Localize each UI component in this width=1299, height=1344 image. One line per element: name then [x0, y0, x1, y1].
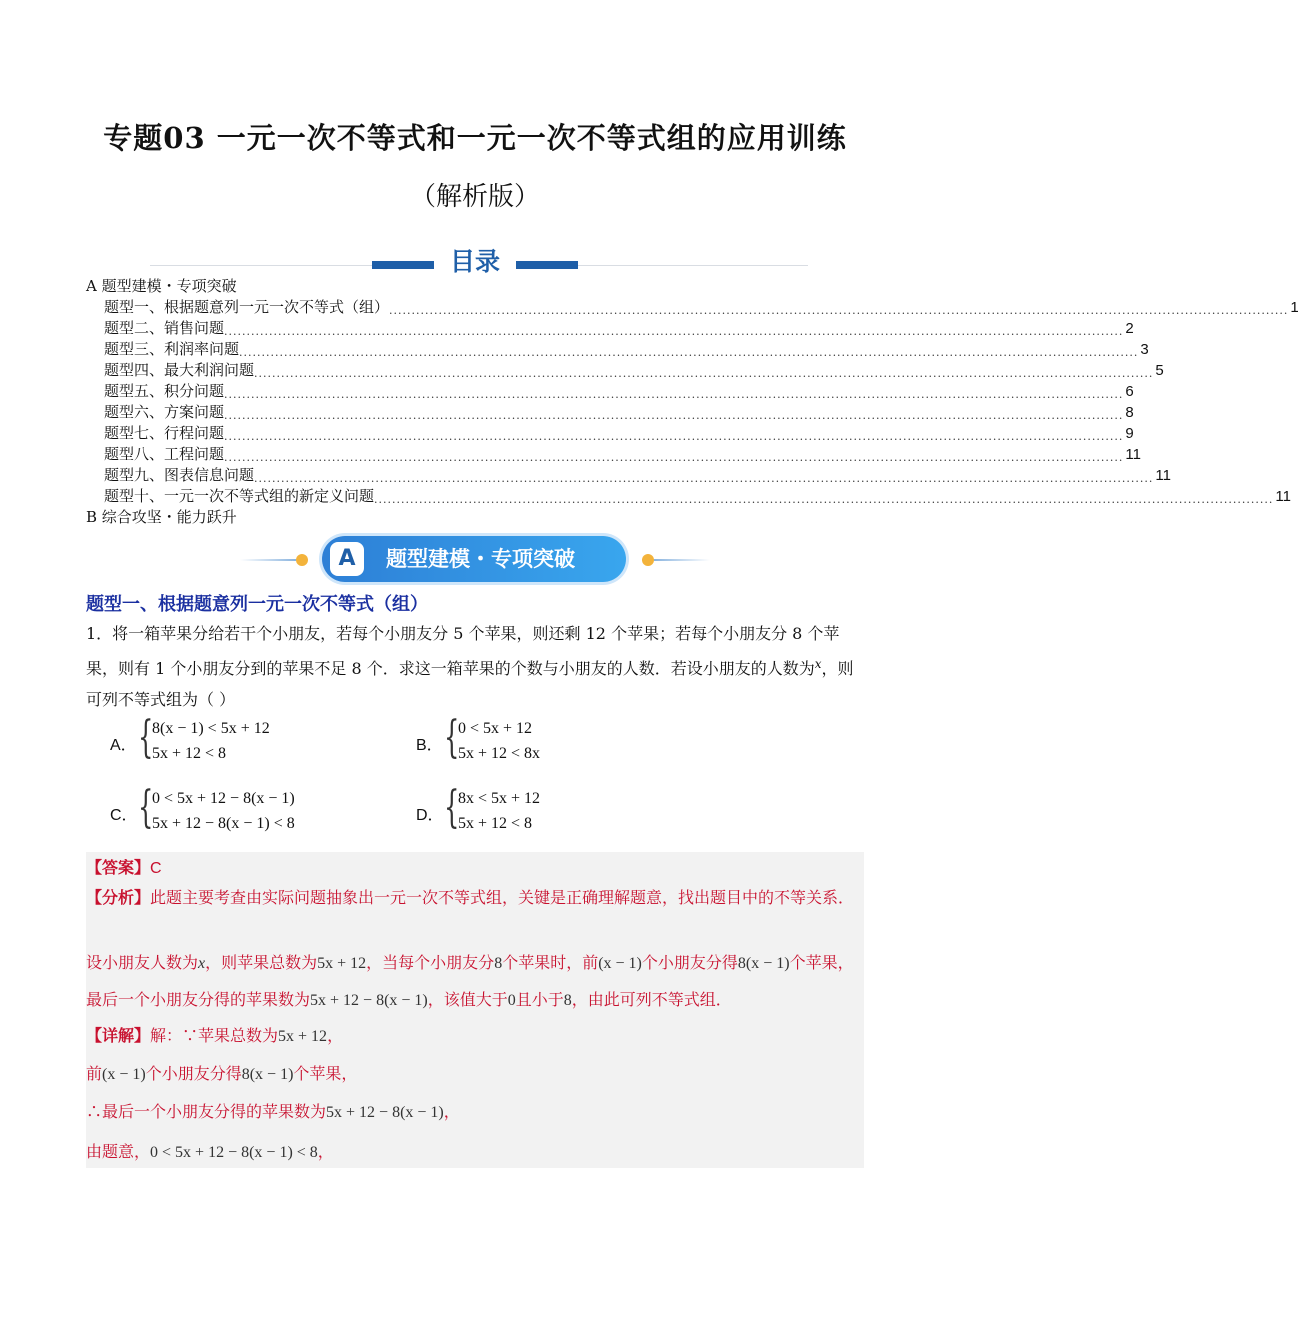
text-run: ，则苹果总数为	[205, 953, 318, 972]
section-banner	[0, 536, 950, 582]
inequality-system	[444, 782, 541, 836]
toc-section-a[interactable]: A 题型建模・专项突破	[86, 277, 237, 295]
inequality-line-1: 0 < 5x + 12 − 8(x − 1)	[152, 790, 295, 807]
toc-item[interactable]	[86, 444, 1141, 465]
text-run: ，当每个小朋友分	[366, 953, 495, 972]
toc-item-title: 题型四、最大利润问题	[104, 361, 255, 379]
toc-item-title: 题型六、方案问题	[104, 403, 225, 421]
analysis-paragraph	[86, 945, 864, 1019]
toc-leader: ........................................................................................................................................................................................................	[254, 367, 1154, 380]
toc-leader: ........................................................................................................................................................................................................	[374, 493, 1274, 506]
question-type-heading: 题型一、根据题意列一元一次不等式（组）	[86, 594, 428, 615]
math-run: 5x + 12	[278, 1028, 328, 1045]
toc-item[interactable]	[86, 360, 1164, 381]
text-run: ，该值大于	[427, 990, 508, 1009]
math-run: 8(x − 1)	[241, 1066, 294, 1083]
toc-item-page: 1	[1290, 299, 1299, 316]
math-run: 5x + 12 − 8(x − 1)	[326, 1104, 444, 1121]
toc-item-page: 3	[1140, 341, 1149, 358]
toc-item-title: 题型八、工程问题	[104, 445, 225, 463]
toc-item-title: 题型二、销售问题	[104, 319, 225, 337]
toc-leader: ........................................................................................................................................................................................................	[224, 409, 1124, 422]
inequality-system	[138, 782, 295, 836]
question-variable: x	[814, 657, 822, 671]
inequality-line-2: 5x + 12 < 8x	[458, 745, 541, 762]
inequality-system	[444, 712, 541, 766]
detail-key: 【详解】	[86, 1026, 151, 1045]
toc-leader: ........................................................................................................................................................................................................	[224, 388, 1124, 401]
brace-icon: {	[138, 712, 154, 763]
banner-dot-left	[296, 554, 308, 566]
toc-item-page: 6	[1125, 383, 1134, 400]
text-run: ，	[317, 1142, 334, 1161]
banner-dot-right	[642, 554, 654, 566]
text-run: 由题意，	[86, 1142, 151, 1161]
banner-pill	[322, 536, 626, 582]
banner-letter: A	[330, 542, 364, 576]
math-run: (x − 1)	[598, 955, 642, 972]
option-label: A．	[110, 737, 137, 754]
text-run: ，	[327, 1026, 344, 1045]
option-label: D．	[416, 807, 444, 824]
toc-item-page: 11	[1155, 467, 1171, 484]
toc-leader: ........................................................................................................................................................................................................	[224, 430, 1124, 443]
toc-header-bar-left	[372, 261, 434, 269]
text-run: 前	[86, 1064, 103, 1083]
option-a[interactable]	[110, 712, 410, 772]
text-run: 个苹果时，前	[502, 953, 599, 972]
option-b[interactable]	[416, 712, 716, 772]
answer-line	[86, 852, 864, 884]
toc-leader: ........................................................................................................................................................................................................	[224, 325, 1124, 338]
toc-item[interactable]	[86, 381, 1134, 402]
inequality-line-1: 0 < 5x + 12	[458, 720, 533, 737]
text-run: ，	[443, 1102, 460, 1121]
text-run: 个小朋友分得	[641, 953, 738, 972]
text-run: 解：∵苹果总数为	[150, 1026, 279, 1045]
banner-line-left	[240, 559, 296, 561]
math-var: x	[198, 955, 206, 972]
text-run: 且小于	[515, 990, 564, 1009]
toc-item[interactable]	[86, 486, 1291, 507]
inequality-line-2: 5x + 12 < 8	[458, 815, 533, 832]
toc-leader: ........................................................................................................................................................................................................	[254, 472, 1154, 485]
math-run: 8	[563, 992, 572, 1009]
toc-item-title: 题型九、图表信息问题	[104, 466, 255, 484]
text-run: 个苹果，最后一个小朋友分得的苹果数为	[86, 953, 854, 1009]
math-run: 8(x − 1)	[737, 955, 790, 972]
math-run: 0	[507, 992, 516, 1009]
math-run: 8	[494, 955, 503, 972]
toc-header-rule-right	[578, 265, 808, 266]
text-run: 个苹果，	[293, 1064, 358, 1083]
toc-item[interactable]	[86, 339, 1149, 360]
toc-item-title: 题型十、一元一次不等式组的新定义问题	[104, 487, 375, 505]
detail-line-2	[86, 1058, 864, 1090]
inequality-line-2: 5x + 12 < 8	[152, 745, 227, 762]
toc-item-page: 2	[1125, 320, 1134, 337]
toc-item-page: 11	[1275, 488, 1291, 505]
question-text	[86, 618, 866, 715]
answer-key: 【答案】	[86, 858, 151, 877]
brace-icon: {	[138, 782, 154, 833]
inequality-line-1: 8(x − 1) < 5x + 12	[152, 720, 270, 737]
toc-item[interactable]	[86, 423, 1134, 444]
question-ending: ，则可列不等式组为（ ）	[86, 659, 854, 709]
text-run: 设小朋友人数为	[86, 953, 199, 972]
toc-item[interactable]	[86, 402, 1134, 423]
math-run: 5x + 12 − 8(x − 1)	[310, 992, 428, 1009]
toc-item-page: 9	[1125, 425, 1134, 442]
inequality-line-2: 5x + 12 − 8(x − 1) < 8	[152, 815, 295, 832]
option-label: C．	[110, 807, 138, 824]
answer-value: C	[150, 860, 162, 877]
toc-leader: ........................................................................................................................................................................................................	[224, 451, 1124, 464]
table-of-contents	[86, 276, 1299, 528]
inequality-line-1: 8x < 5x + 12	[458, 790, 541, 807]
toc-item[interactable]	[86, 297, 1299, 318]
toc-item-title: 题型七、行程问题	[104, 424, 225, 442]
toc-item[interactable]	[86, 465, 1171, 486]
brace-icon: {	[444, 782, 460, 833]
brace-icon: {	[444, 712, 460, 763]
toc-item[interactable]	[86, 318, 1134, 339]
page-title: 专题03 一元一次不等式和一元一次不等式组的应用训练	[103, 121, 847, 155]
detail-line-4	[86, 1136, 864, 1168]
toc-item-page: 5	[1155, 362, 1164, 379]
toc-item-title: 题型五、积分问题	[104, 382, 225, 400]
detail-line-3	[86, 1096, 864, 1128]
inequality-system	[138, 712, 270, 766]
toc-leader: ........................................................................................................................................................................................................	[239, 346, 1139, 359]
math-run: 5x + 12	[317, 955, 367, 972]
analysis-text: 此题主要考查由实际问题抽象出一元一次不等式组，关键是正确理解题意，找出题目中的不等关系．	[150, 888, 855, 907]
banner-line-right	[654, 559, 710, 561]
page-subtitle: （解析版）	[409, 182, 540, 212]
analysis-key: 【分析】	[86, 888, 151, 907]
math-run: 0 < 5x + 12 − 8(x − 1) < 8	[150, 1144, 318, 1161]
text-run: ∴最后一个小朋友分得的苹果数为	[86, 1102, 327, 1121]
math-run: (x − 1)	[102, 1066, 146, 1083]
text-run: 个小朋友分得	[145, 1064, 242, 1083]
toc-leader: ........................................................................................................................................................................................................	[389, 304, 1289, 317]
question-body: 1．将一箱苹果分给若干个小朋友，若每个小朋友分 5 个苹果，则还剩 12 个苹果；若每个小朋友分 8 个苹果，则有 1 个小朋友分到的苹果不足 8 个．求这一箱苹果的个数与小朋友的人数．若设小朋友的人数为	[86, 624, 840, 678]
toc-label: 目录	[449, 247, 500, 276]
option-label: B．	[416, 737, 443, 754]
toc-item-page: 11	[1125, 446, 1141, 463]
text-run: ，由此可列不等式组．	[571, 990, 732, 1009]
analysis-line	[86, 882, 864, 913]
toc-header-bar-right	[516, 261, 578, 269]
toc-section-b[interactable]: B 综合攻坚・能力跃升	[86, 508, 237, 526]
option-d[interactable]	[416, 782, 716, 842]
toc-item-title: 题型一、根据题意列一元一次不等式（组）	[104, 298, 390, 316]
option-c[interactable]	[110, 782, 410, 842]
detail-line-1	[86, 1020, 864, 1052]
banner-text: 题型建模・专项突破	[386, 547, 575, 571]
toc-header-rule-left	[150, 265, 372, 266]
toc-item-title: 题型三、利润率问题	[104, 340, 240, 358]
toc-item-page: 8	[1125, 404, 1134, 421]
